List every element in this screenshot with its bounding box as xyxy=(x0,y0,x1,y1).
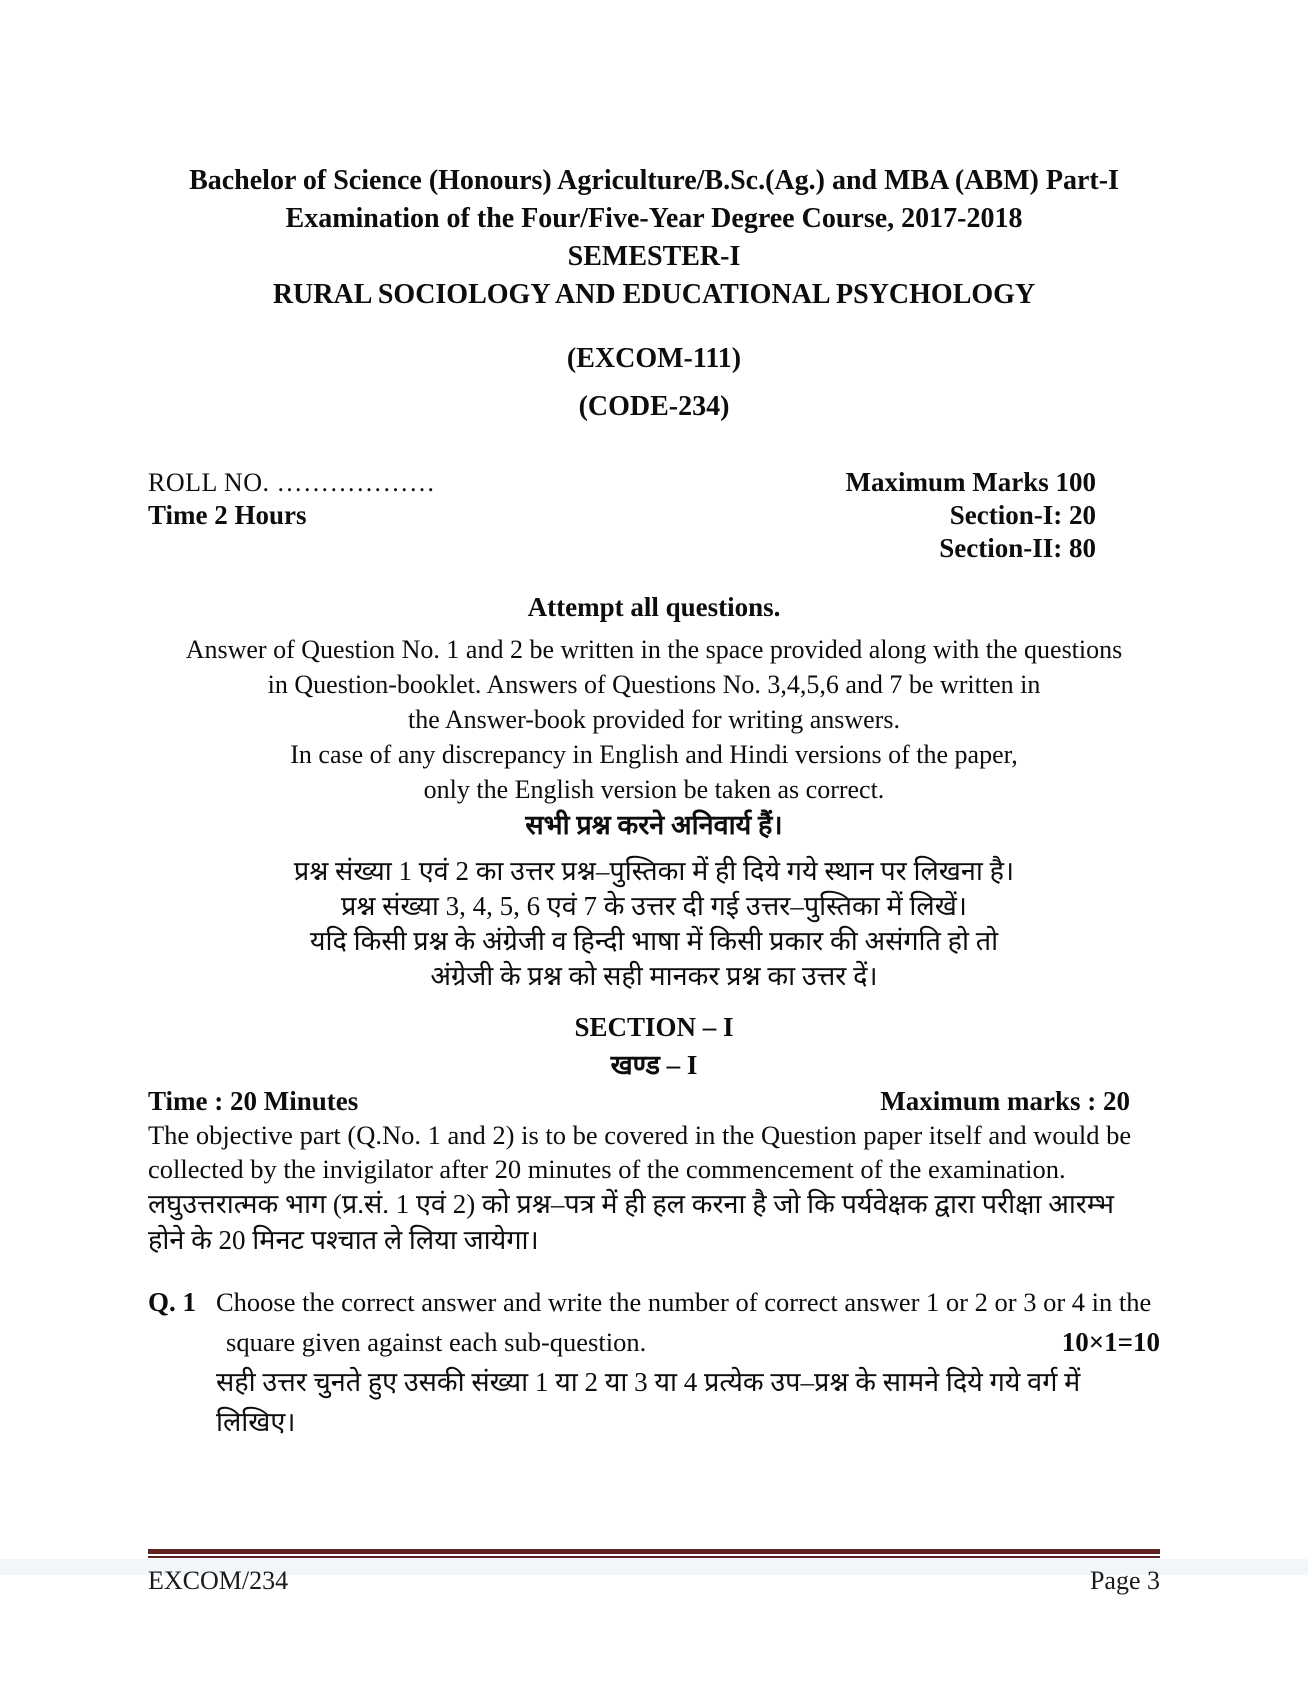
roll-no-label: ROLL NO. ……………… xyxy=(148,468,436,497)
question-1-text-en-line-2: square given against each sub-question. xyxy=(226,1327,647,1357)
attempt-note: Attempt all questions. xyxy=(527,592,781,622)
exam-info-left xyxy=(148,466,435,565)
hindi-instructions xyxy=(0,854,1308,994)
maximum-marks: Maximum Marks 100 xyxy=(845,467,1096,497)
english-instruction-line: in Question-booklet. Answers of Questions No. 3,4,5,6 and 7 be written in xyxy=(267,670,1041,699)
footer-rule-thin xyxy=(148,1556,1160,1558)
section1-max-marks: Maximum marks : 20 xyxy=(880,1086,1130,1116)
question-1-number: Q. 1 xyxy=(148,1287,197,1317)
exam-info-block xyxy=(148,466,1160,565)
hindi-instruction-line: प्रश्न संख्या 3, 4, 5, 6 एवं 7 के उत्तर दी गई उत्तर–पुस्तिका में लिखें। xyxy=(340,891,968,921)
section2-marks: Section-II: 80 xyxy=(939,533,1096,563)
section1-desc-hi-line: लघुउत्तरात्मक भाग (प्र.सं. 1 एवं 2) को प्रश्न–पत्र में ही हल करना है जो कि पर्यवेक्षक द्वारा परीक्षा आरम्भ xyxy=(148,1189,1114,1219)
section1-desc-en-line: The objective part (Q.No. 1 and 2) is to be covered in the Question paper itself and would be xyxy=(148,1120,1132,1150)
section1-desc-hi-line: होने के 20 मिनट पश्चात ले लिया जायेगा। xyxy=(148,1225,539,1255)
english-instruction-line: the Answer-book provided for writing answers. xyxy=(408,705,900,734)
section1-time-marks-row xyxy=(148,1084,1160,1118)
paper-code: (CODE-234) xyxy=(578,391,730,422)
time-allowed: Time 2 Hours xyxy=(148,500,307,530)
hindi-instruction-line: यदि किसी प्रश्न के अंग्रेजी व हिन्दी भाषा में किसी प्रकार की असंगति हो तो xyxy=(309,926,999,956)
question-1-block xyxy=(148,1282,1160,1442)
question-1-marks: 10×1=10 xyxy=(1061,1327,1160,1357)
section1-heading-en: SECTION – I xyxy=(574,1012,734,1042)
course-code: (EXCOM-111) xyxy=(566,343,742,374)
english-instruction-line: Answer of Question No. 1 and 2 be written in the space provided along with the questions xyxy=(185,635,1123,664)
paper-title-line-4: RURAL SOCIOLOGY AND EDUCATIONAL PSYCHOLOGY xyxy=(272,279,1036,310)
hindi-attempt-note: सभी प्रश्न करने अनिवार्य हैं। xyxy=(525,810,783,840)
footer-rule-thick xyxy=(148,1549,1160,1554)
paper-title-block xyxy=(0,0,1308,314)
question-1-text-en-line-1: Choose the correct answer and write the number of correct answer 1 or 2 or 3 or 4 in the xyxy=(216,1287,1152,1317)
question-1-text-hi-line-1: सही उत्तर चुनते हुए उसकी संख्या 1 या 2 या 3 या 4 प्रत्येक उप–प्रश्न के सामने दिये गये वर्ग में xyxy=(216,1367,1081,1397)
section1-description xyxy=(148,1118,1160,1258)
section1-marks: Section-I: 20 xyxy=(949,500,1096,530)
question-1-body xyxy=(210,1282,1160,1442)
footer-doc-code: EXCOM/234 xyxy=(148,1566,289,1595)
hindi-instruction-line: प्रश्न संख्या 1 एवं 2 का उत्तर प्रश्न–पुस्तिका में ही दिये गये स्थान पर लिखना है। xyxy=(293,856,1015,886)
english-instructions xyxy=(0,632,1308,807)
hindi-instruction-line: अंग्रेजी के प्रश्न को सही मानकर प्रश्न का उत्तर दें। xyxy=(430,961,878,991)
paper-title-line-3: SEMESTER-I xyxy=(567,241,741,272)
english-instruction-line: only the English version be taken as correct. xyxy=(423,775,885,804)
question-1-text-hi-line-2: लिखिए। xyxy=(216,1407,296,1437)
footer-page-number: Page 3 xyxy=(1089,1566,1160,1595)
exam-info-right xyxy=(846,466,1160,565)
paper-title-line-1: Bachelor of Science (Honours) Agriculture/B.Sc.(Ag.) and MBA (ABM) Part-I xyxy=(189,165,1119,196)
page-footer xyxy=(148,1549,1160,1596)
section1-time: Time : 20 Minutes xyxy=(148,1086,359,1116)
paper-title-line-2: Examination of the Four/Five-Year Degree Course, 2017-2018 xyxy=(285,203,1023,234)
section1-desc-en-line: collected by the invigilator after 20 minutes of the commencement of the examination. xyxy=(148,1154,1066,1184)
section1-heading-hi: खण्ड – I xyxy=(610,1050,698,1080)
english-instruction-line: In case of any discrepancy in English and Hindi versions of the paper, xyxy=(290,740,1018,769)
